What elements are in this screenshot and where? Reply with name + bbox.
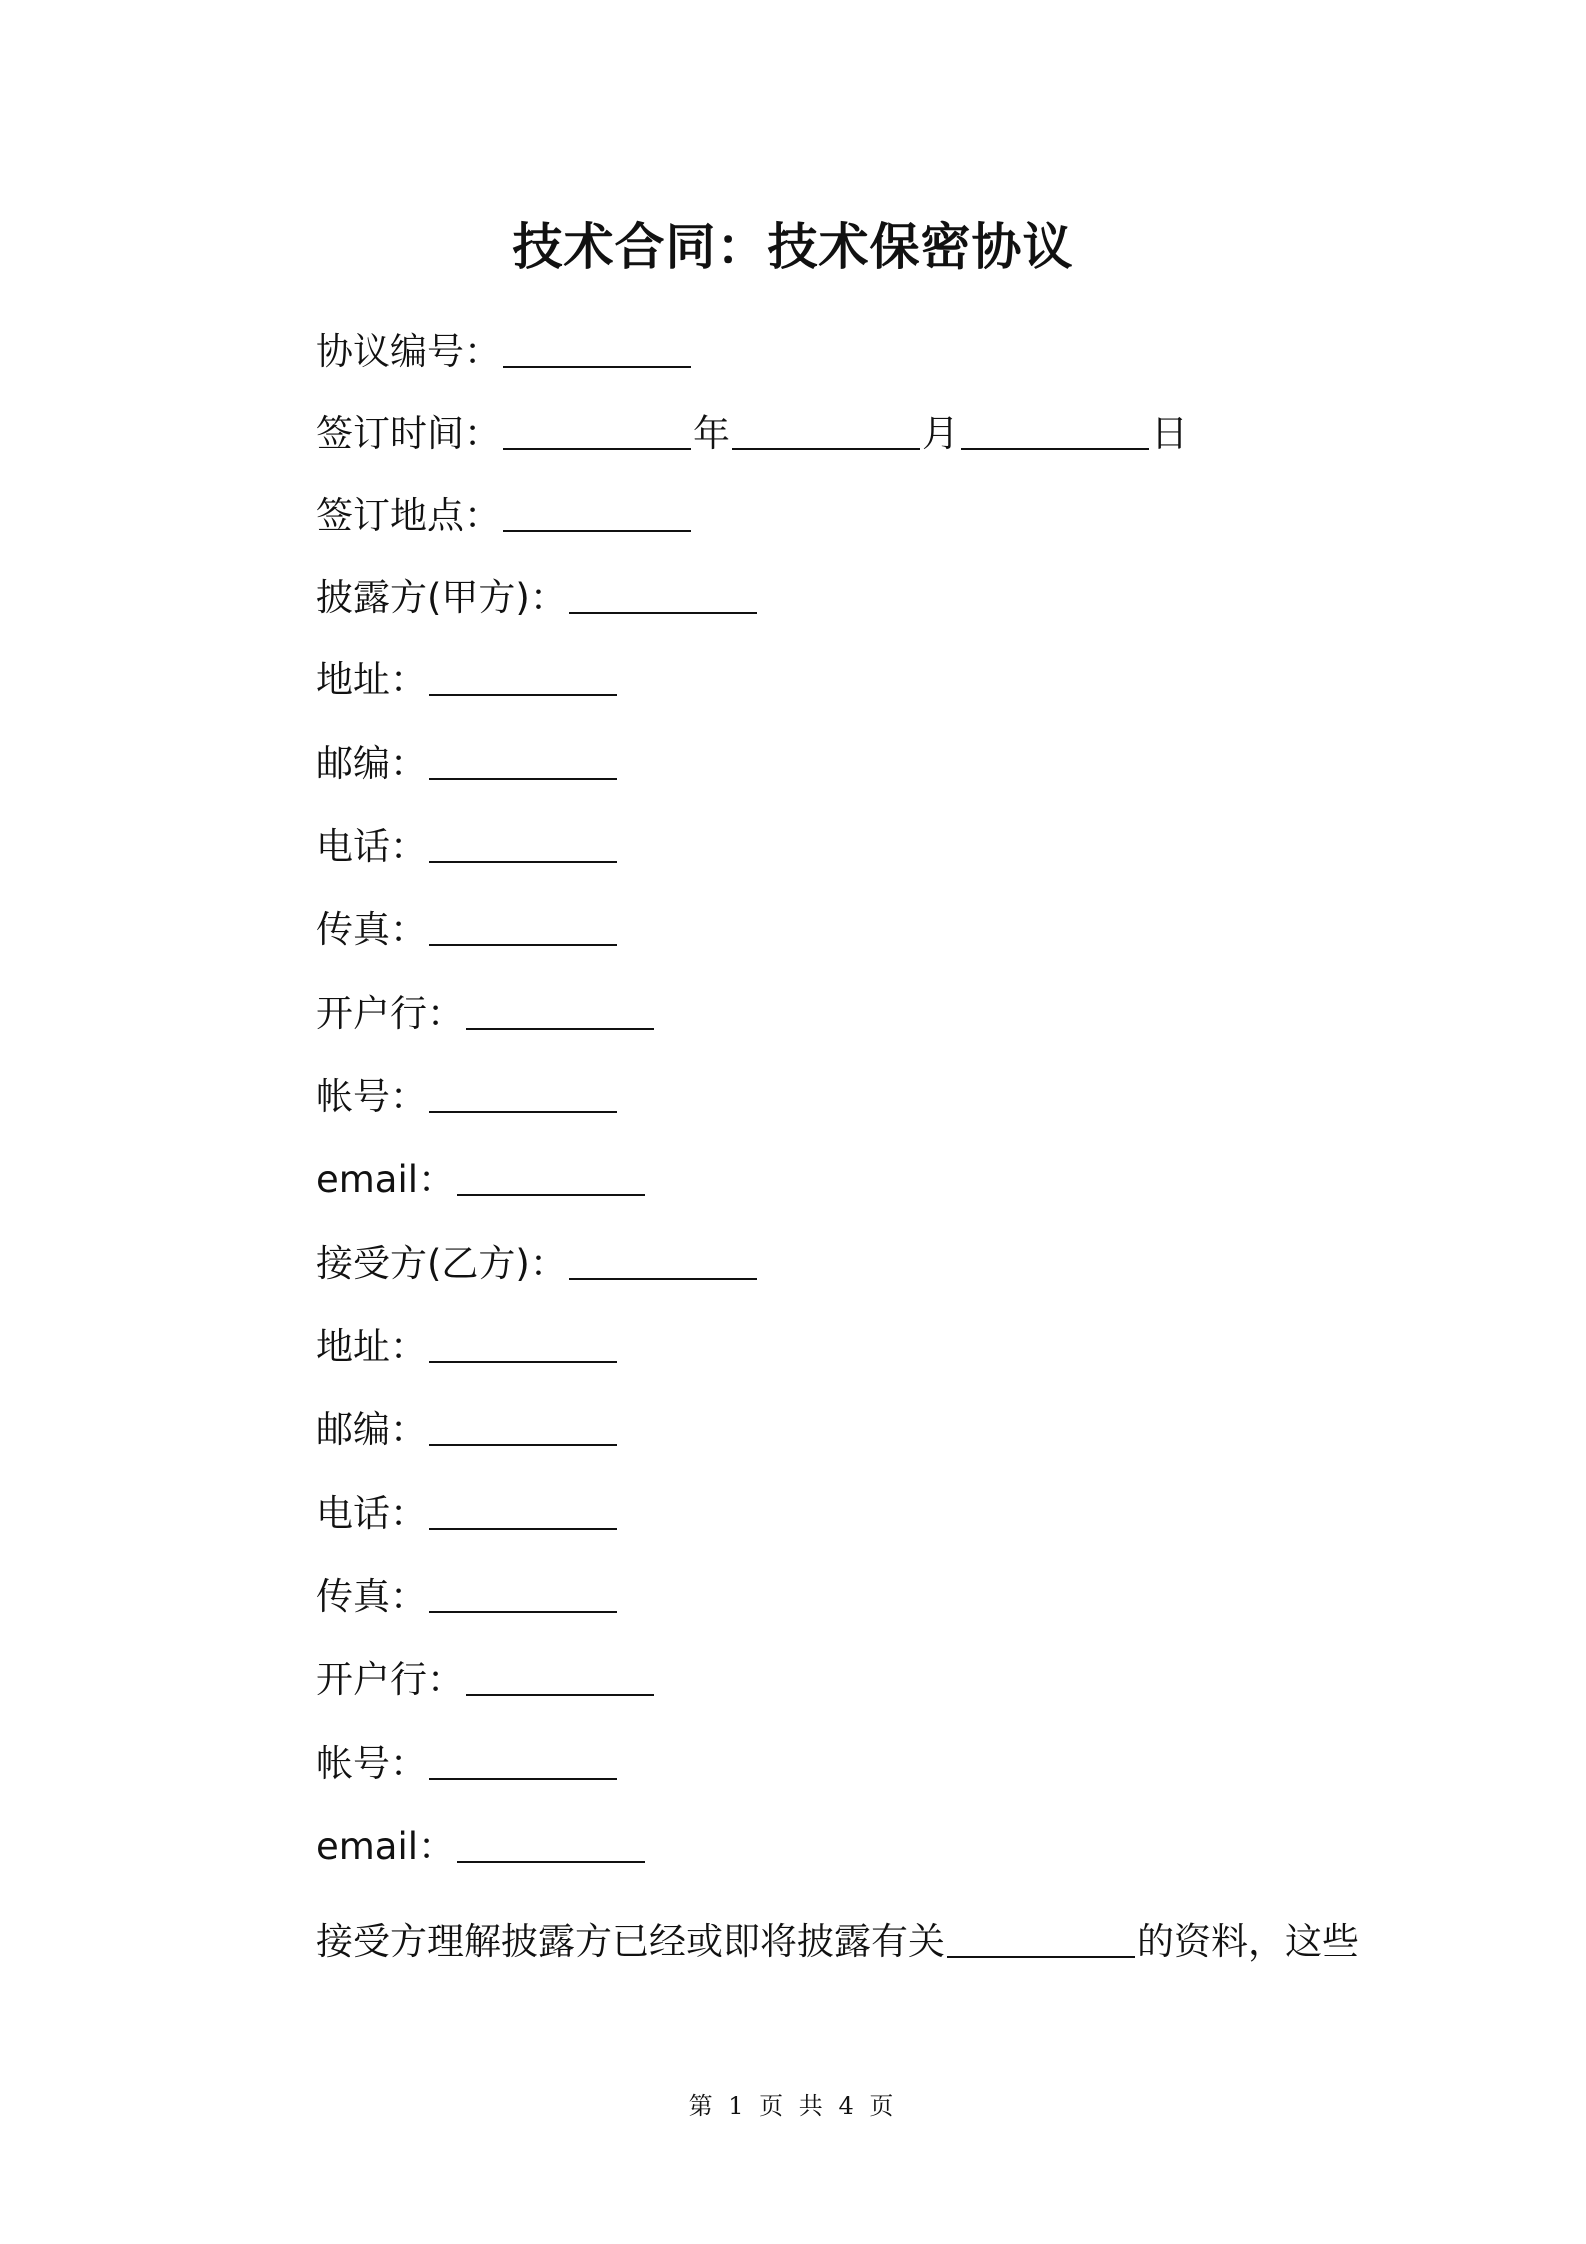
blank-line xyxy=(429,1406,617,1446)
blank-line xyxy=(429,1740,617,1780)
blank-line xyxy=(429,1073,617,1113)
field-label: 邮编： xyxy=(316,742,427,785)
field-label: 传真： xyxy=(316,908,427,951)
blank-line xyxy=(429,740,617,780)
blank-line-day xyxy=(961,410,1149,450)
blank-line xyxy=(947,1918,1135,1958)
blank-line xyxy=(466,1656,654,1696)
body-paragraph xyxy=(316,1912,1376,1972)
field-label: 地址： xyxy=(316,1325,427,1368)
field-row-party-b-postcode xyxy=(316,1400,619,1460)
field-row-party-a-bank xyxy=(316,984,656,1044)
blank-line-month xyxy=(732,410,920,450)
paragraph-text-before: 接受方理解披露方已经或即将披露有关 xyxy=(316,1920,945,1963)
blank-line xyxy=(429,823,617,863)
field-label: email： xyxy=(316,1158,456,1201)
blank-line xyxy=(429,906,617,946)
year-label: 年 xyxy=(693,412,730,455)
field-row-agreement-number xyxy=(316,322,693,382)
field-row-receiving-party xyxy=(316,1234,759,1294)
field-row-party-a-email xyxy=(316,1150,647,1210)
blank-line xyxy=(429,1323,617,1363)
field-row-party-a-phone xyxy=(316,817,619,877)
field-row-disclosing-party xyxy=(316,568,759,628)
page-footer: 第 1 页 共 4 页 xyxy=(688,2092,898,2120)
field-label: 开户行： xyxy=(316,992,464,1035)
blank-line xyxy=(503,492,691,532)
blank-line-year xyxy=(503,410,691,450)
field-label: 帐号： xyxy=(316,1075,427,1118)
field-label: 接受方(乙方)： xyxy=(316,1242,567,1285)
field-label: 电话： xyxy=(316,1492,427,1535)
field-row-party-b-fax xyxy=(316,1567,619,1627)
field-label: 签订时间： xyxy=(316,412,501,455)
blank-line xyxy=(429,656,617,696)
blank-line xyxy=(466,990,654,1030)
field-row-party-b-email xyxy=(316,1817,647,1877)
field-row-party-b-account xyxy=(316,1734,619,1794)
blank-line xyxy=(569,1240,757,1280)
blank-line xyxy=(429,1490,617,1530)
blank-line xyxy=(457,1156,645,1196)
field-label: 电话： xyxy=(316,825,427,868)
field-label: 地址： xyxy=(316,658,427,701)
field-label: 传真： xyxy=(316,1575,427,1618)
blank-line xyxy=(503,328,691,368)
field-label: 邮编： xyxy=(316,1408,427,1451)
field-row-party-a-fax xyxy=(316,900,619,960)
blank-line xyxy=(569,574,757,614)
field-label: 开户行： xyxy=(316,1658,464,1701)
field-row-party-a-postcode xyxy=(316,734,619,794)
field-row-party-b-phone xyxy=(316,1484,619,1544)
blank-line xyxy=(429,1573,617,1613)
paragraph-text-after: 的资料，这些 xyxy=(1137,1920,1359,1963)
field-label: 签订地点： xyxy=(316,494,501,537)
field-row-party-b-bank xyxy=(316,1650,656,1710)
field-label: 披露方(甲方)： xyxy=(316,576,567,619)
field-row-signing-place xyxy=(316,486,693,546)
field-row-party-a-account xyxy=(316,1067,619,1127)
document-title: 技术合同：技术保密协议 xyxy=(512,218,1074,276)
field-label: 帐号： xyxy=(316,1742,427,1785)
field-row-party-a-address xyxy=(316,650,619,710)
day-label: 日 xyxy=(1151,412,1188,455)
field-label: 协议编号： xyxy=(316,330,501,373)
field-label: email： xyxy=(316,1825,456,1868)
blank-line xyxy=(457,1823,645,1863)
field-row-signing-date xyxy=(316,404,1188,464)
month-label: 月 xyxy=(922,412,959,455)
field-row-party-b-address xyxy=(316,1317,619,1377)
